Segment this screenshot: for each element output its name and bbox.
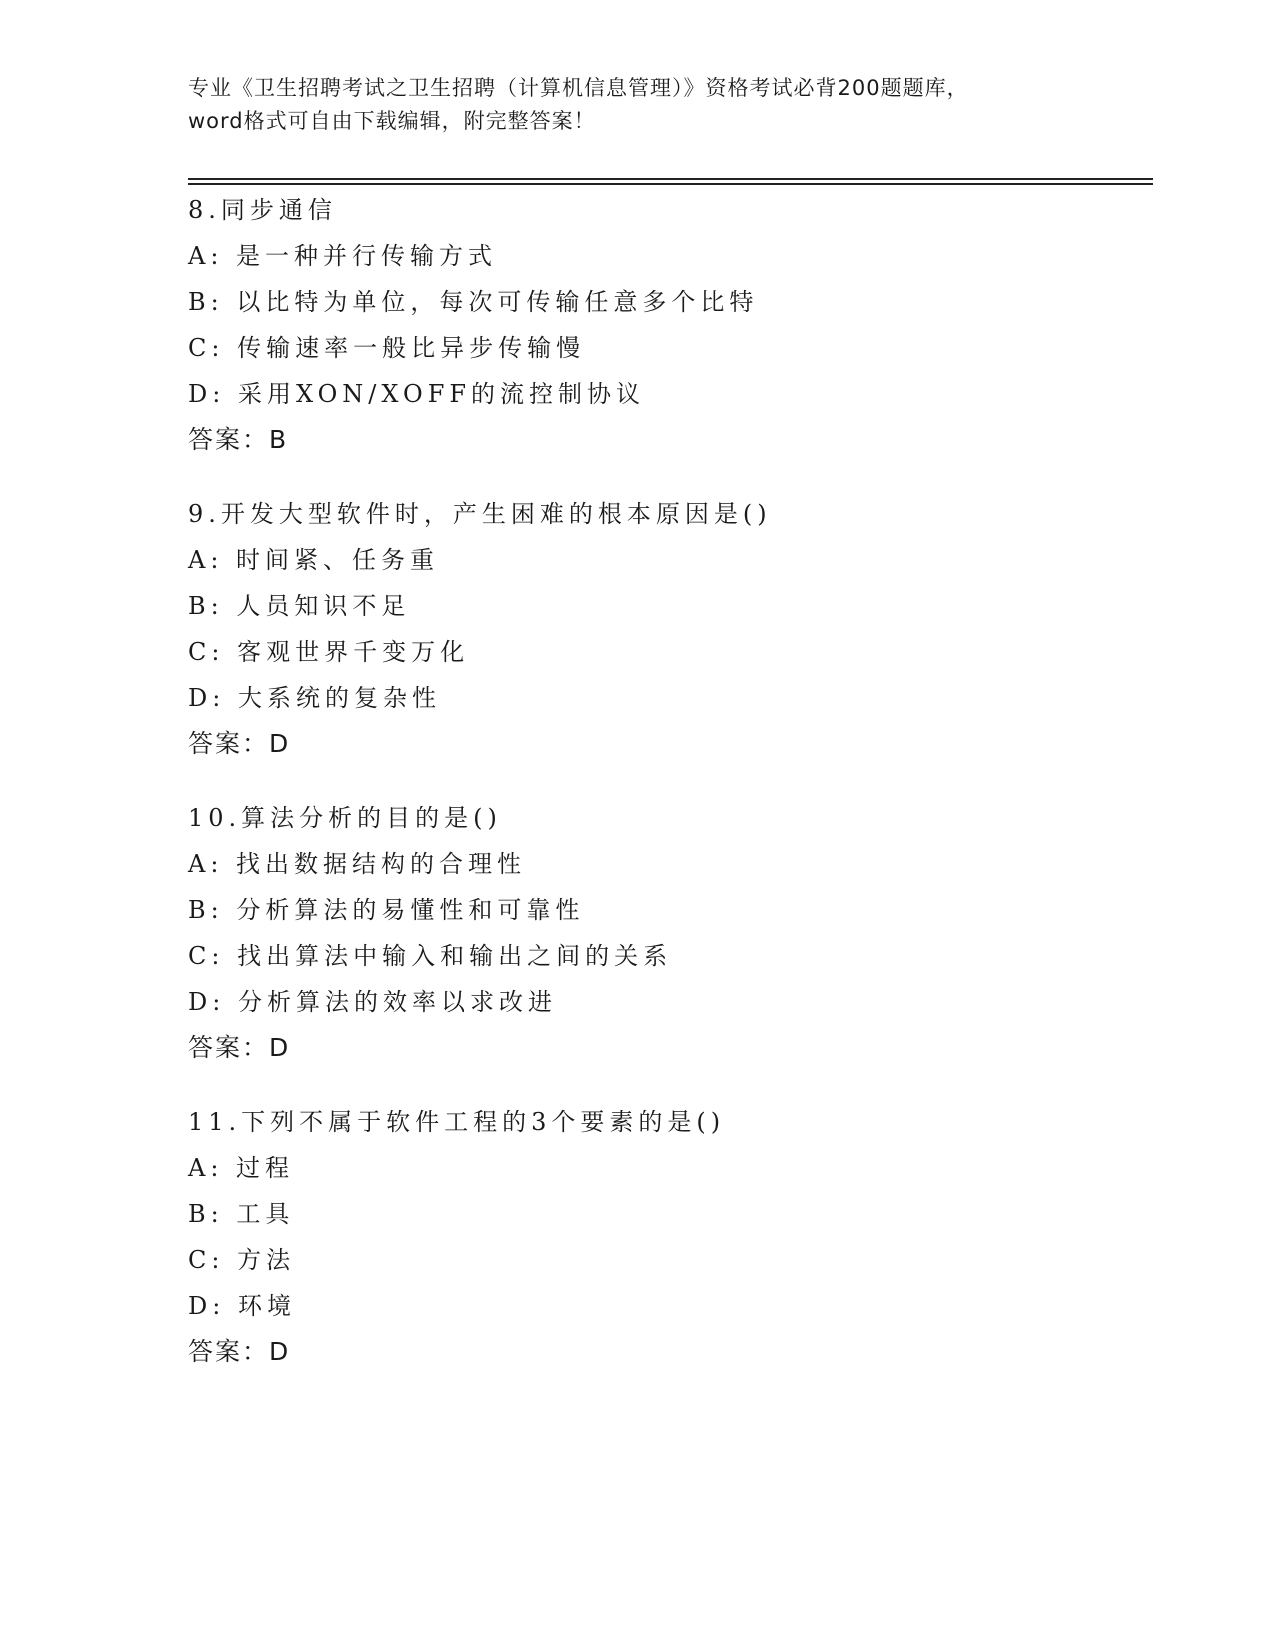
option-b: B: 工具 <box>188 1200 295 1228</box>
header-divider-top <box>188 178 1153 180</box>
question-stem: 9.开发大型软件时，产生困难的根本原因是() <box>188 500 772 528</box>
option-c: C: 方法 <box>188 1246 296 1274</box>
option-b: B: 分析算法的易懂性和可靠性 <box>188 896 585 924</box>
answer-label: 答案：B <box>188 425 289 454</box>
answer-label: 答案：D <box>188 1337 291 1366</box>
question-stem: 10.算法分析的目的是() <box>188 804 502 832</box>
question-8 <box>188 187 1148 463</box>
header-divider-bottom <box>188 183 1153 185</box>
option-d: D: 环境 <box>188 1292 296 1320</box>
option-a: A: 是一种并行传输方式 <box>188 242 498 270</box>
option-c: C: 客观世界千变万化 <box>188 638 470 666</box>
header-title-line-1: 专业《卫生招聘考试之卫生招聘（计算机信息管理）》资格考试必背200题题库， <box>188 76 969 100</box>
option-b: B: 以比特为单位，每次可传输任意多个比特 <box>188 288 759 316</box>
header-title-line-2: word格式可自由下载编辑，附完整答案！ <box>188 109 596 133</box>
option-c: C: 传输速率一般比异步传输慢 <box>188 334 586 362</box>
option-a: A: 时间紧、任务重 <box>188 546 440 574</box>
question-9 <box>188 491 1148 767</box>
document-header <box>188 72 1088 138</box>
question-stem: 11.下列不属于软件工程的3个要素的是() <box>188 1108 726 1136</box>
question-stem: 8.同步通信 <box>188 196 337 224</box>
option-d: D: 分析算法的效率以求改进 <box>188 988 557 1016</box>
option-d: D: 采用XON/XOFF的流控制协议 <box>188 380 646 408</box>
question-11 <box>188 1099 1148 1375</box>
option-c: C: 找出算法中输入和输出之间的关系 <box>188 942 673 970</box>
answer-label: 答案：D <box>188 1033 291 1062</box>
answer-label: 答案：D <box>188 729 291 758</box>
option-a: A: 找出数据结构的合理性 <box>188 850 527 878</box>
question-list <box>188 187 1148 1403</box>
option-b: B: 人员知识不足 <box>188 592 411 620</box>
question-10 <box>188 795 1148 1071</box>
option-a: A: 过程 <box>188 1154 295 1182</box>
option-d: D: 大系统的复杂性 <box>188 684 441 712</box>
